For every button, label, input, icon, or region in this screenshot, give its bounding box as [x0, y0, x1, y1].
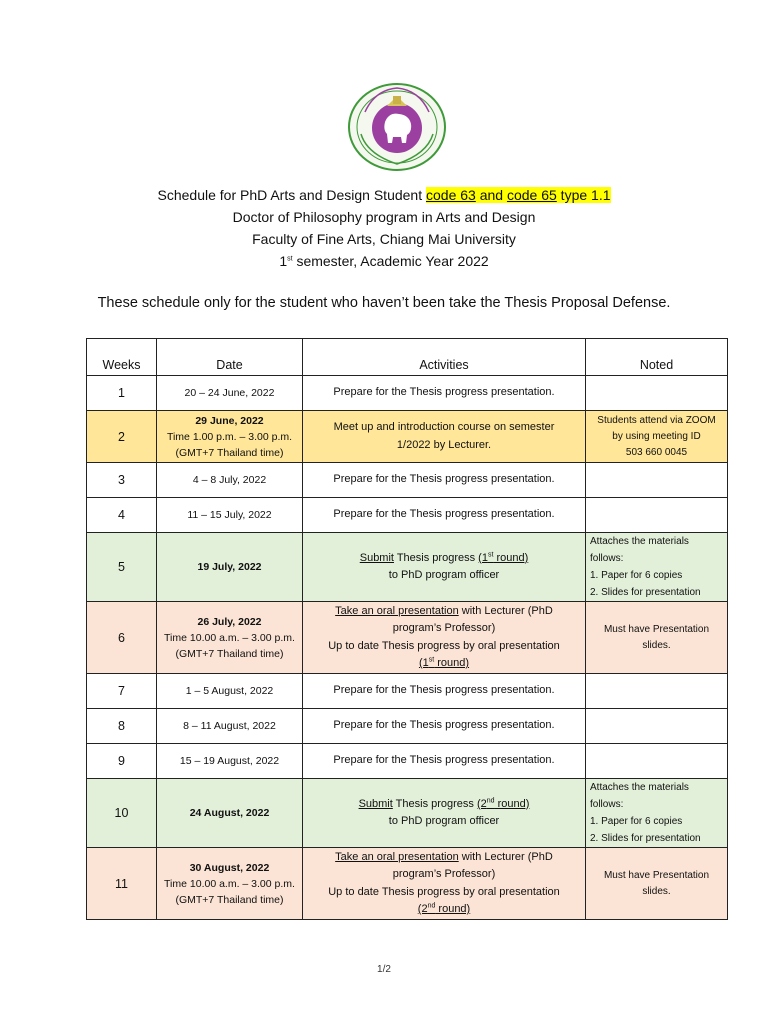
table-row — [87, 674, 728, 709]
activity-cell — [303, 602, 586, 674]
date-timezone: (GMT+7 Thailand time) — [175, 446, 284, 459]
activity-line: to PhD program officer — [388, 815, 500, 827]
note-cell — [586, 709, 728, 744]
date-time: Time 1.00 p.m. – 3.00 p.m. — [166, 430, 293, 443]
round-word: round) — [494, 797, 530, 810]
week-cell: 10 — [87, 779, 157, 848]
note-line: slides. — [642, 639, 671, 651]
week-cell: 7 — [87, 674, 157, 709]
note-cell — [586, 848, 728, 920]
table-row — [87, 411, 728, 463]
date-time: Time 10.00 a.m. – 3.00 p.m. — [164, 877, 295, 890]
note-line: follows: — [590, 799, 624, 810]
round-text — [307, 655, 581, 673]
header-activities: Activities — [303, 339, 586, 376]
semester-suffix: st — [287, 255, 293, 263]
page-number: 1/2 — [377, 964, 391, 975]
oral-presentation-text: Take an oral presentation — [335, 850, 459, 863]
activity-line: Meet up and introduction course on semester — [333, 421, 555, 433]
activity-line: program’s Professor) — [392, 622, 496, 634]
title-line-3: Faculty of Fine Arts, Chiang Mai University — [252, 231, 516, 247]
activity-line: Up to date Thesis progress by oral presentation — [328, 885, 560, 898]
date-timezone: (GMT+7 Thailand time) — [175, 893, 284, 906]
date-bold: 30 August, 2022 — [189, 861, 270, 874]
title-type: type 1.1 — [556, 187, 611, 203]
semester-text: semester, Academic Year 2022 — [292, 253, 489, 269]
activity-line: program’s Professor) — [392, 868, 496, 880]
title-and: and — [475, 187, 507, 203]
note-line: 1. Paper for 6 copies — [590, 816, 683, 827]
header-weeks: Weeks — [87, 339, 157, 376]
round-number: (2 — [417, 903, 428, 915]
round-text — [477, 798, 529, 810]
activity-cell — [303, 848, 586, 920]
round-number: (2 — [476, 797, 487, 810]
schedule-note: These schedule only for the student who haven’t been take the Thesis Proposal Defense. — [97, 295, 671, 311]
week-cell: 6 — [87, 602, 157, 674]
week-cell: 11 — [87, 848, 157, 920]
date-bold: 26 July, 2022 — [197, 615, 262, 628]
title-prefix: Schedule for PhD Arts and Design Student — [157, 187, 426, 203]
date-cell — [157, 411, 303, 463]
table-row — [87, 779, 728, 848]
date-cell — [157, 848, 303, 920]
round-number: (1 — [418, 657, 429, 669]
activity-line: 1/2022 by Lecturer. — [396, 438, 492, 451]
activity-cell: Prepare for the Thesis progress presentation. — [303, 463, 586, 498]
note-cell — [586, 463, 728, 498]
date-time: Time 10.00 a.m. – 3.00 p.m. — [164, 631, 295, 644]
note-line: Attaches the materials — [590, 536, 689, 547]
table-header-row — [87, 339, 728, 376]
week-cell: 4 — [87, 498, 157, 533]
week-cell: 1 — [87, 376, 157, 411]
note-cell — [586, 498, 728, 533]
round-word: round) — [434, 657, 470, 669]
activity-line — [307, 796, 581, 814]
table-row — [87, 376, 728, 411]
note-cell — [586, 376, 728, 411]
round-suffix: st — [428, 656, 435, 664]
activity-line: to PhD program officer — [388, 569, 500, 581]
with-lecturer-text: with Lecturer (PhD — [458, 850, 553, 863]
table-row — [87, 848, 728, 920]
round-word: round) — [493, 551, 529, 564]
zoom-meeting-id: 503 660 0045 — [625, 446, 688, 458]
semester-number: 1 — [279, 253, 288, 269]
activity-line — [307, 849, 581, 867]
week-cell: 8 — [87, 709, 157, 744]
note-line: 2. Slides for presentation — [590, 587, 701, 598]
code-65-highlight: code 65 — [506, 187, 557, 203]
date-cell: 24 August, 2022 — [157, 779, 303, 848]
date-cell: 15 – 19 August, 2022 — [157, 744, 303, 779]
note-cell — [586, 779, 728, 848]
activity-line: Up to date Thesis progress by oral presentation — [328, 639, 560, 652]
header-noted: Noted — [586, 339, 728, 376]
note-line: slides. — [642, 885, 671, 897]
round-number: (1 — [478, 551, 488, 564]
schedule-table — [86, 338, 728, 920]
thesis-text: Thesis progress — [393, 551, 479, 564]
submit-text: Submit — [359, 551, 394, 564]
date-cell: 8 – 11 August, 2022 — [157, 709, 303, 744]
week-cell: 9 — [87, 744, 157, 779]
title-line-4 — [0, 250, 768, 272]
with-lecturer-text: with Lecturer (PhD — [458, 604, 553, 617]
note-cell — [586, 533, 728, 602]
table-row — [87, 533, 728, 602]
round-word: round) — [435, 903, 471, 915]
note-cell — [586, 411, 728, 463]
note-cell — [586, 744, 728, 779]
date-cell — [157, 602, 303, 674]
round-suffix: st — [487, 550, 494, 558]
university-seal-logo — [347, 82, 447, 172]
note-line: Attaches the materials — [590, 782, 689, 793]
code-63-highlight: code 63 — [426, 187, 476, 203]
note-line: follows: — [590, 553, 624, 564]
note-line: Must have Presentation — [603, 623, 710, 635]
round-text — [478, 552, 528, 564]
note-line: 1. Paper for 6 copies — [590, 570, 683, 581]
activity-cell: Prepare for the Thesis progress presentation. — [303, 376, 586, 411]
activity-cell: Prepare for the Thesis progress presentation. — [303, 709, 586, 744]
activity-cell: Prepare for the Thesis progress presentation. — [303, 744, 586, 779]
date-bold: 29 June, 2022 — [195, 414, 264, 427]
date-cell: 11 – 15 July, 2022 — [157, 498, 303, 533]
date-cell: 4 – 8 July, 2022 — [157, 463, 303, 498]
table-row — [87, 602, 728, 674]
activity-cell — [303, 779, 586, 848]
table-row — [87, 463, 728, 498]
note-line: Must have Presentation — [603, 869, 710, 881]
table-row — [87, 744, 728, 779]
week-cell: 2 — [87, 411, 157, 463]
activity-cell — [303, 533, 586, 602]
date-cell: 1 – 5 August, 2022 — [157, 674, 303, 709]
date-timezone: (GMT+7 Thailand time) — [175, 647, 284, 660]
submit-text: Submit — [358, 797, 393, 810]
activity-cell — [303, 411, 586, 463]
title-line-2: Doctor of Philosophy program in Arts and Design — [232, 209, 536, 225]
activity-line — [307, 603, 581, 621]
table-row — [87, 709, 728, 744]
activity-line — [307, 550, 581, 568]
thesis-text: Thesis progress — [392, 797, 477, 810]
activity-cell: Prepare for the Thesis progress presentation. — [303, 498, 586, 533]
week-cell: 3 — [87, 463, 157, 498]
note-cell — [586, 674, 728, 709]
header-date: Date — [157, 339, 303, 376]
note-line: 2. Slides for presentation — [590, 833, 701, 844]
note-line: by using meeting ID — [612, 430, 701, 442]
oral-presentation-text: Take an oral presentation — [335, 604, 459, 617]
date-cell: 20 – 24 June, 2022 — [157, 376, 303, 411]
date-cell: 19 July, 2022 — [157, 533, 303, 602]
week-cell: 5 — [87, 533, 157, 602]
round-text — [307, 901, 581, 919]
note-cell — [586, 602, 728, 674]
note-line: Students attend via ZOOM — [597, 414, 716, 426]
round-suffix: nd — [427, 902, 436, 910]
table-row — [87, 498, 728, 533]
round-suffix: nd — [486, 796, 495, 804]
activity-cell: Prepare for the Thesis progress presentation. — [303, 674, 586, 709]
title-line-1 — [0, 184, 768, 206]
